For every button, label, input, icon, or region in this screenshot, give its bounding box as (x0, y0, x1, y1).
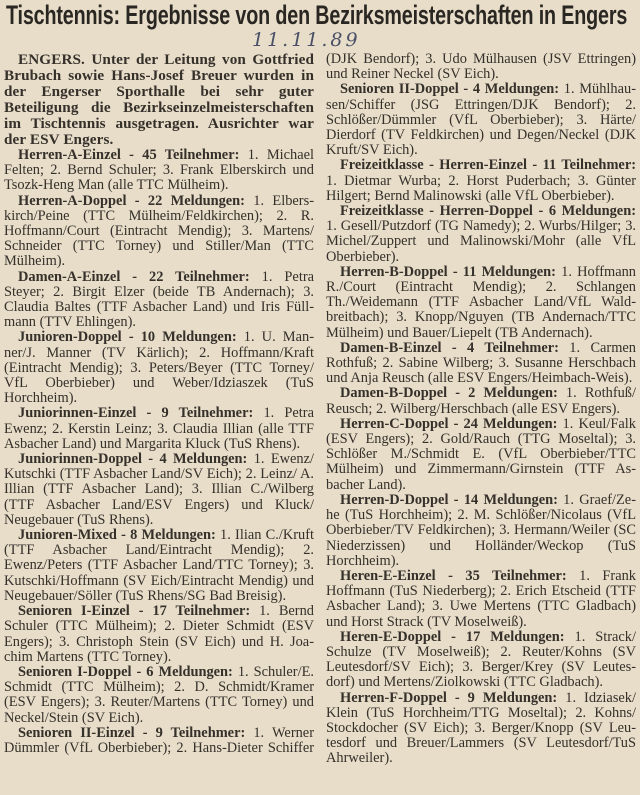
result-paragraph (326, 691, 636, 767)
competition-results: 1. Petra Steyer; 2. Birgit Elzer (beide TB Andernach); 3. Claudia Baltes (TTF Asbacher Land) und Iris Füllmann (TTV Ehlingen). (4, 268, 314, 331)
article-body (4, 52, 636, 767)
competition-heading: Senioren II-Doppel - 4 Meldungen: (340, 81, 560, 98)
competition-heading: Juniorinnen-Doppel - 4 Meldungen: (18, 451, 248, 468)
headline: Tischtennis: Ergebnisse von den Bezirksmeisterschaften in Engers (6, 0, 628, 30)
headline-container (6, 0, 636, 30)
competition-heading: Freizeitklasse - Herren-Einzel - 11 Teilnehmer: (340, 157, 636, 174)
competition-heading: Herren-F-Doppel - 9 Meldungen: (340, 689, 558, 706)
competition-heading: Herren-D-Doppel - 14 Meldungen: (340, 491, 558, 508)
competition-heading: Herren-A-Doppel - 22 Meldungen: (18, 192, 245, 209)
competition-results: 1. Gesell/Putzdorf (TG Namedy); 2. Wurbs/Hilger; 3. Michel/Zuppert und Malinowski/Mohr (alle VfL Oberbieber). (326, 218, 636, 265)
result-paragraph (326, 630, 636, 691)
result-paragraph (4, 406, 314, 452)
result-paragraph (326, 569, 636, 630)
competition-results: 1. Dietmar Wurba; 2. Horst Puderbach; 3. Günter Hilgert; Bernd Malinowski (alle VfL Oberbieber). (326, 172, 636, 204)
competition-results: 1. Keul/Falk (ESV Engers); 2. Gold/Rauch (TTG Moseltal); 3. Schlößer M./Schmidt E. (VfL Oberbieber/TTC Mülheim) und Zimmermann/Girnstein (TTF Asbacher Land). (326, 415, 637, 493)
competition-results: 1. Hoffmann R./Court (Eintracht Mendig); 2. Schlangen Th./Weidemann (TTF Asbacher Land/VfL Waldbreitbach); 3. Knopp/Nguyen (TB Andernach/TTC Mülheim) und Bauer/Liepelt (TB Andernach). (326, 263, 636, 341)
competition-heading: Senioren II-Einzel - 9 Teilnehmer: (18, 724, 246, 741)
result-paragraph (4, 270, 314, 331)
competition-heading: Damen-B-Doppel - 2 Meldungen: (340, 385, 558, 402)
competition-heading: Heren-E-Doppel - 17 Meldungen: (340, 628, 565, 645)
competition-heading: Freizeitklasse - Herren-Doppel - 6 Meldungen: (340, 203, 636, 220)
competition-heading: Senioren I-Doppel - 6 Meldungen: (18, 663, 233, 680)
result-paragraph (326, 386, 636, 416)
competition-results: 1. Bernd Schuler (TTC Mülheim); 2. Dieter Schmidt (ESV Engers); 3. Christoph Stein (SV Eich) und H. Joachim Martens (TTC Torney). (4, 603, 314, 665)
competition-results: 1. Mühlhausen/Schiffer (JSG Ettringen/DJK Bendorf); 2. Schlößer/Dümmler (VfL Oberbieber); 3. Härte/ Dierdorf (TV Feldkirchen) und Degen/Neckel (DJK Kruft/SV Eich). (326, 81, 637, 159)
result-paragraph (326, 265, 636, 341)
result-paragraph (4, 330, 314, 406)
competition-heading: Herren-C-Doppel - 24 Meldungen: (340, 415, 558, 432)
competition-results: 1. Petra Ewenz; 2. Kerstin Leinz; 3. Claudia Illian (alle TTF Asbacher Land) und Margarita Kluck (TuS Rhens). (4, 405, 314, 452)
competition-heading: Juniorinnen-Einzel - 9 Teilnehmer: (18, 405, 254, 422)
competition-results: 1. Michael Felten; 2. Bernd Schuler; 3. Frank Elberskirch und Tsozk-Heng Man (alle TTC Mülheim). (4, 147, 314, 194)
competition-heading: Damen-A-Einzel - 22 Teilnehmer: (18, 268, 250, 285)
result-paragraph (4, 665, 314, 726)
result-paragraph (326, 204, 636, 265)
competition-heading: Senioren I-Einzel - 17 Teilnehmer: (18, 603, 251, 620)
intro-paragraph: ENGERS. Unter der Leitung von Gottfried Brubach sowie Hans-Josef Breuer wurden in der Engerser Sporthalle bei sehr guter Beteiligung die Bezirkseinzelmeisterschaften im Tischtennis ausgetragen. Ausrichter war der ESV Engers. (4, 51, 314, 148)
result-paragraph (4, 194, 314, 270)
result-paragraph (4, 528, 314, 604)
competition-results: 1. Elberskirch/Peine (TTC Mülheim/Feldkirchen); 2. R. Hoffmann/Court (Eintracht Mendig); 3. Martens/ Schneider (TTC Torney) und Stiller/Man (TTC Mülheim). (4, 192, 314, 270)
competition-results: 1. Idziasek/ Klein (TuS Horchheim/TTG Moseltal); 2. Kohns/ Stockdocher (SV Eich); 3. Berger/Knopp (SV Leutesdorf und Breuer/Lammers (SV Leutesdorf/TuS Ahrweiler). (326, 689, 636, 767)
competition-results: 1. Ilian C./Kruft (TTF Asbacher Land/Eintracht Mendig); 2. Ewenz/Peters (TTF Asbacher Land/TTC Torney); 3. Kutschki/Hoffmann (SV Eich/Eintracht Mendig) und Neugebauer/Söller (TuS Rhens/SG Bad Breisig). (4, 527, 314, 604)
competition-results: 1. Schuler/E. Schmidt (TTC Mülheim); 2. D. Schmidt/Kramer (ESV Engers); 3. Reuter/Martens (TTC Torney) und Neckel/Stein (SV Eich). (4, 663, 314, 726)
competition-results: 1. Graef/Zehe (TuS Horchheim); 2. M. Schlößer/Nicolaus (VfL Oberbieber/TV Feldkirchen); 3. Hermann/Weiler (SC Niederzissen) und Holländer/Weckop (TuS Horchheim). (326, 491, 636, 569)
handwritten-date: 11.11.89 (252, 29, 361, 51)
competition-results: 1. Frank Hoffmann (TuS Niederberg); 2. Erich Etscheid (TTF Asbacher Land); 3. Uwe Mertens (TTC Gladbach) und Horst Strack (TV Moselweiß). (326, 567, 636, 630)
competition-results: 1. Strack/ Schulze (TV Moselweiß); 2. Reuter/Kohns (SV Leutesdorf/SV Eich); 3. Berger/Krey (SV Leutesdorf) und Mertens/Ziolkowski (TTC Gladbach). (326, 628, 636, 691)
result-paragraph (326, 417, 636, 493)
result-paragraph (326, 158, 636, 204)
competition-results: 1. Rothfuß/ Reusch; 2. Wilberg/Herschbach (alle ESV Engers). (326, 385, 636, 417)
competition-results: 1. Werner Dümmler (VfL Oberbieber); 2. Hans-Dieter Schiffer (DJK Bendorf); 3. Udo Mülhausen (JSV Ettringen) und Reiner Neckel (SV Eich). (4, 51, 636, 756)
competition-heading: Herren-A-Einzel - 45 Teilnehmer: (18, 147, 240, 163)
result-paragraph (326, 341, 636, 387)
competition-heading: Herren-B-Doppel - 11 Meldungen: (340, 263, 556, 280)
result-paragraph (4, 452, 314, 528)
competition-heading: Junioren-Mixed - 8 Meldungen: (18, 527, 216, 544)
result-paragraph (326, 493, 636, 569)
competition-heading: Damen-B-Einzel - 4 Teilnehmer: (340, 339, 559, 356)
competition-results: 1. Ewenz/ Kutschki (TTF Asbacher Land/SV Eich); 2. Leinz/ A. Illian (TTF Asbacher Land); 3. Illian C./Wilberg (TTF Asbacher Land/ESV Engers) und Kluck/ Neugebauer (TuS Rhens). (4, 451, 315, 528)
competition-results: 1. U. Manner/J. Manner (TV Kärlich); 2. Hoffmann/Kraft (Eintracht Mendig); 3. Peters/Beyer (TTC Torney/ VfL Oberbieber) und Weber/Idziaszek (TuS Horchheim). (4, 329, 314, 407)
result-paragraph (4, 604, 314, 665)
result-paragraph (326, 82, 636, 158)
competition-heading: Junioren-Doppel - 10 Meldungen: (18, 329, 237, 346)
competition-results: 1. Carmen Rothfuß; 2. Sabine Wilberg; 3. Susanne Herschbach und Anja Reusch (alle ESV Engers/Heimbach-Weis). (326, 339, 636, 387)
result-paragraph (4, 148, 314, 194)
competition-heading: Heren-E-Einzel - 35 Teilnehmer: (340, 567, 567, 584)
